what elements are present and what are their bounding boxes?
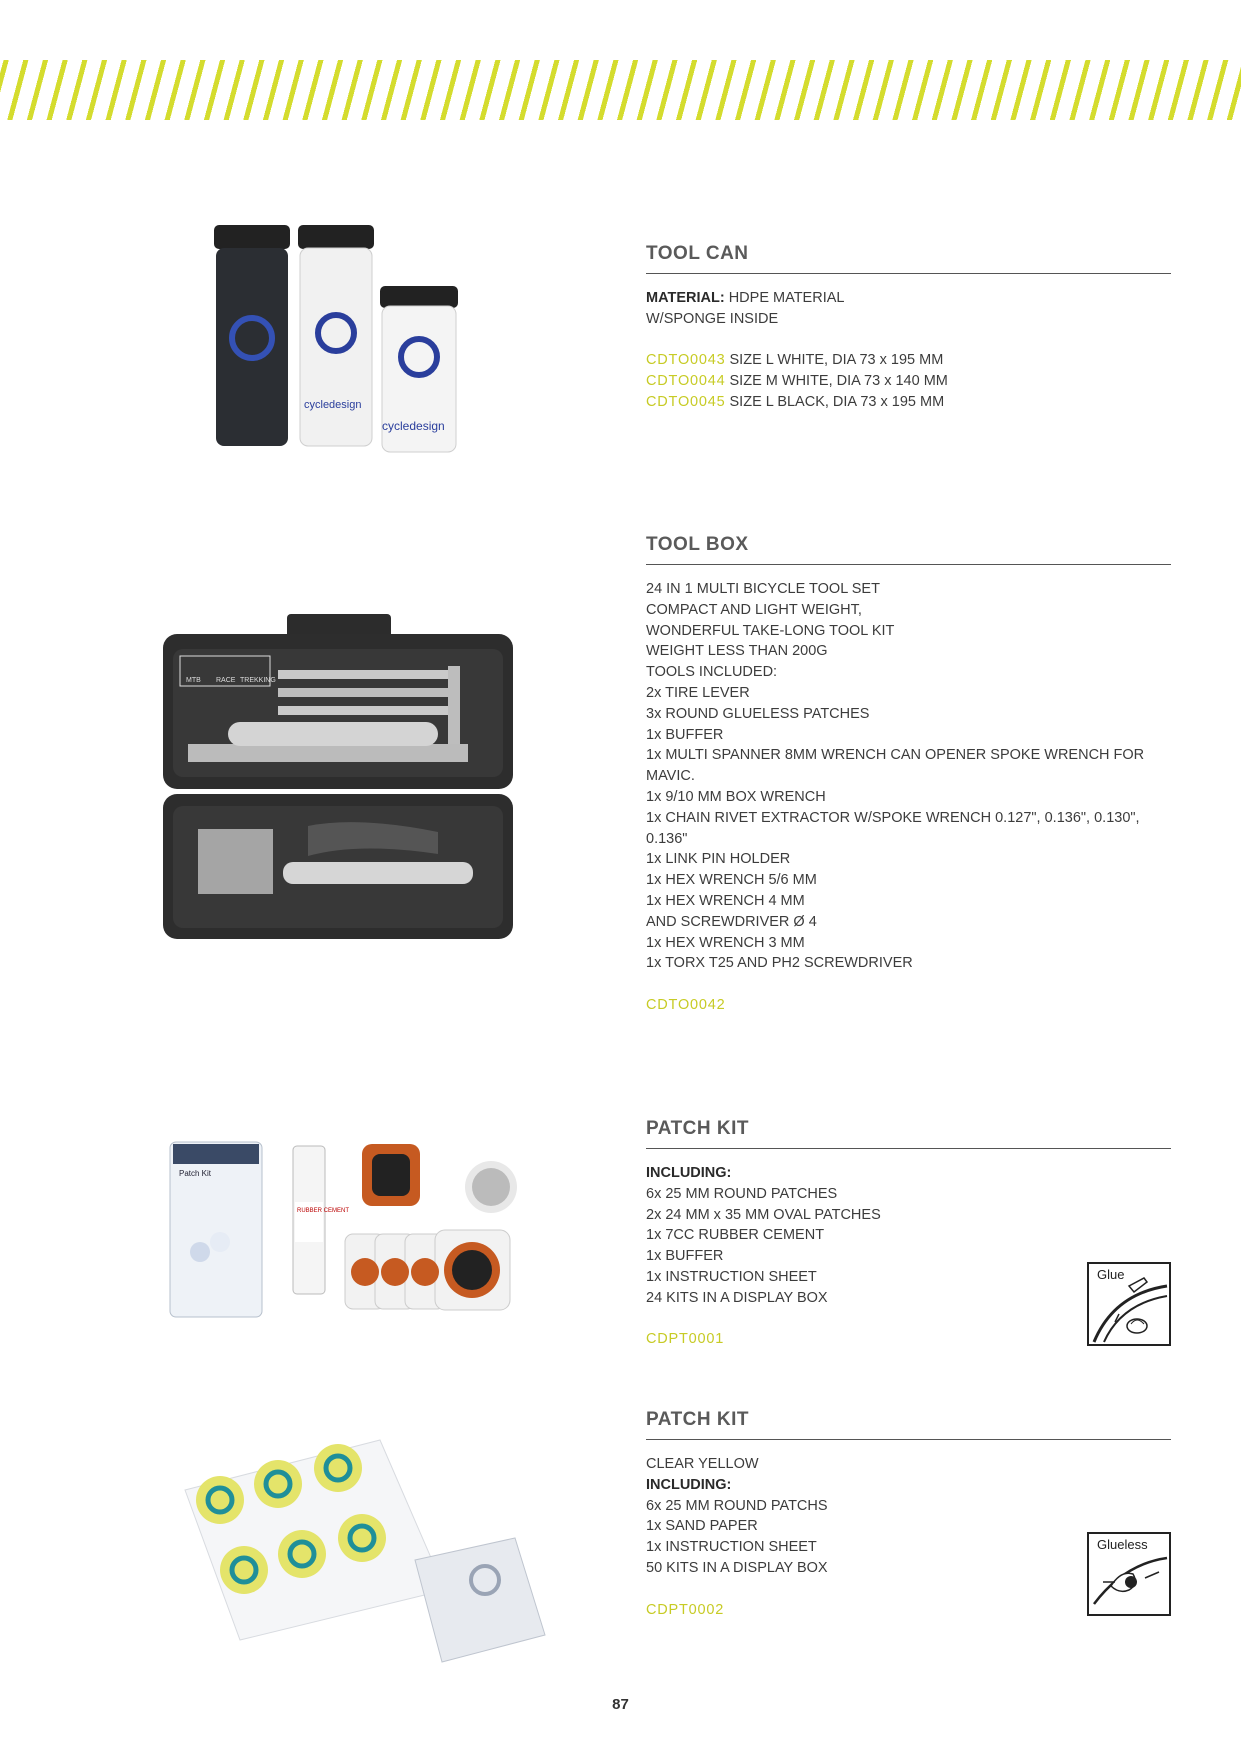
line-text: HDPE MATERIAL [724, 290, 845, 306]
can-brand-text-2: cycledesign [382, 419, 445, 433]
patch-kit-glue-image [165, 1132, 520, 1320]
glue-icon-label: Glue [1097, 1267, 1125, 1282]
line-text: 1x HEX WRENCH 3 MM [646, 934, 805, 951]
section-body [646, 579, 1171, 1016]
text-line [646, 725, 1171, 746]
text-line [646, 933, 1171, 954]
text-line [646, 641, 1171, 662]
line-label: INCLUDING: [646, 1476, 732, 1493]
text-line [646, 953, 1171, 974]
line-text: 1x SAND PAPER [646, 1518, 758, 1535]
text-line [646, 579, 1171, 600]
line-gap [646, 974, 1171, 995]
line-text: 24 KITS IN A DISPLAY BOX [646, 1289, 828, 1306]
text-line [646, 704, 1171, 725]
glue-icon [1087, 1262, 1171, 1346]
text-line [646, 309, 1171, 330]
line-text: 6x 25 MM ROUND PATCHS [646, 1497, 828, 1514]
line-text: CLEAR YELLOW [646, 1456, 759, 1472]
line-text: 1x HEX WRENCH 4 MM [646, 892, 805, 909]
text-line [646, 600, 1171, 621]
line-text: 1x 9/10 MM BOX WRENCH [646, 788, 826, 805]
glueless-icon [1087, 1532, 1171, 1616]
text-line [646, 1163, 1171, 1184]
text-line [646, 766, 1171, 787]
section-tool-box [646, 534, 1171, 1016]
product-code: CDTO0043 [646, 352, 726, 369]
label-mtb: MTB [186, 677, 201, 684]
text-line [646, 1496, 1171, 1517]
line-gap [646, 330, 1171, 351]
text-line [646, 392, 1171, 413]
text-line [646, 870, 1171, 891]
text-line [646, 371, 1171, 392]
text-line [646, 891, 1171, 912]
product-code: CDPT0002 [646, 1601, 725, 1618]
section-title: PATCH KIT [646, 1409, 1171, 1440]
section-body [646, 288, 1171, 413]
line-text: SIZE L BLACK, DIA 73 x 195 MM [725, 393, 945, 410]
line-text: 1x INSTRUCTION SHEET [646, 1539, 817, 1556]
header-stripes [0, 0, 1241, 120]
text-line [646, 829, 1171, 850]
line-text: 1x CHAIN RIVET EXTRACTOR W/SPOKE WRENCH 0.127", 0.136", 0.130", [646, 809, 1140, 826]
line-text: 1x BUFFER [646, 726, 724, 743]
line-text: 3x ROUND GLUELESS PATCHES [646, 705, 870, 722]
line-label: INCLUDING: [646, 1165, 732, 1181]
text-line [646, 912, 1171, 933]
section-tool-can [646, 243, 1171, 413]
text-line [646, 288, 1171, 309]
text-line [646, 1205, 1171, 1226]
text-line [646, 995, 1171, 1016]
can-brand-text-1: cycledesign [304, 399, 362, 411]
line-text: 1x BUFFER [646, 1248, 724, 1265]
line-text: W/SPONGE INSIDE [646, 310, 779, 327]
line-text: WONDERFUL TAKE-LONG TOOL KIT [646, 622, 895, 639]
line-text: 50 KITS IN A DISPLAY BOX [646, 1559, 828, 1576]
patch-kit-glueless-image [180, 1430, 580, 1670]
text-line [646, 683, 1171, 704]
line-text: AND SCREWDRIVER Ø 4 [646, 913, 817, 930]
line-text: 2x 24 MM x 35 MM OVAL PATCHES [646, 1206, 881, 1223]
line-text: 2x TIRE LEVER [646, 684, 750, 701]
line-text: SIZE L WHITE, DIA 73 x 195 MM [725, 352, 944, 369]
text-line [646, 1225, 1171, 1246]
patch-kit-box-title: Patch Kit [179, 1169, 212, 1178]
line-text: SIZE M WHITE, DIA 73 x 140 MM [725, 373, 948, 390]
section-title: PATCH KIT [646, 1118, 1171, 1149]
line-text: WEIGHT LESS THAN 200G [646, 643, 828, 660]
glueless-icon-label: Glueless [1097, 1537, 1148, 1552]
line-text: 1x MULTI SPANNER 8MM WRENCH CAN OPENER SPOKE WRENCH FOR [646, 747, 1145, 764]
text-line [646, 621, 1171, 642]
tool-can-image [200, 220, 470, 455]
line-text: 0.136" [646, 830, 688, 847]
line-label: MATERIAL: [646, 290, 725, 306]
line-text: 1x TORX T25 AND PH2 SCREWDRIVER [646, 955, 913, 972]
line-text: 6x 25 MM ROUND PATCHES [646, 1185, 838, 1202]
line-text: MAVIC. [646, 768, 695, 785]
text-line [646, 1454, 1171, 1475]
label-trekking: TREKKING [240, 677, 276, 684]
product-code: CDTO0044 [646, 373, 726, 390]
page-number: 87 [612, 1696, 629, 1713]
text-line [646, 745, 1171, 766]
product-code: CDPT0001 [646, 1331, 725, 1348]
tool-box-image [158, 604, 518, 944]
line-text: COMPACT AND LIGHT WEIGHT, [646, 601, 862, 618]
text-line [646, 662, 1171, 683]
line-text: 1x HEX WRENCH 5/6 MM [646, 872, 817, 889]
line-text: 1x INSTRUCTION SHEET [646, 1268, 817, 1285]
text-line [646, 787, 1171, 808]
text-line [646, 350, 1171, 371]
line-text: TOOLS INCLUDED: [646, 664, 778, 681]
line-text: 24 IN 1 MULTI BICYCLE TOOL SET [646, 581, 880, 597]
product-code: CDTO0045 [646, 393, 726, 410]
line-text: 1x 7CC RUBBER CEMENT [646, 1227, 825, 1244]
section-title: TOOL BOX [646, 534, 1171, 565]
section-title: TOOL CAN [646, 243, 1171, 274]
text-line [646, 1475, 1171, 1496]
rubber-cement-label: RUBBER CEMENT [297, 1208, 350, 1214]
label-race: RACE [216, 677, 236, 684]
product-code: CDTO0042 [646, 996, 726, 1013]
text-line [646, 849, 1171, 870]
line-text: 1x LINK PIN HOLDER [646, 851, 791, 868]
text-line [646, 1184, 1171, 1205]
text-line [646, 808, 1171, 829]
